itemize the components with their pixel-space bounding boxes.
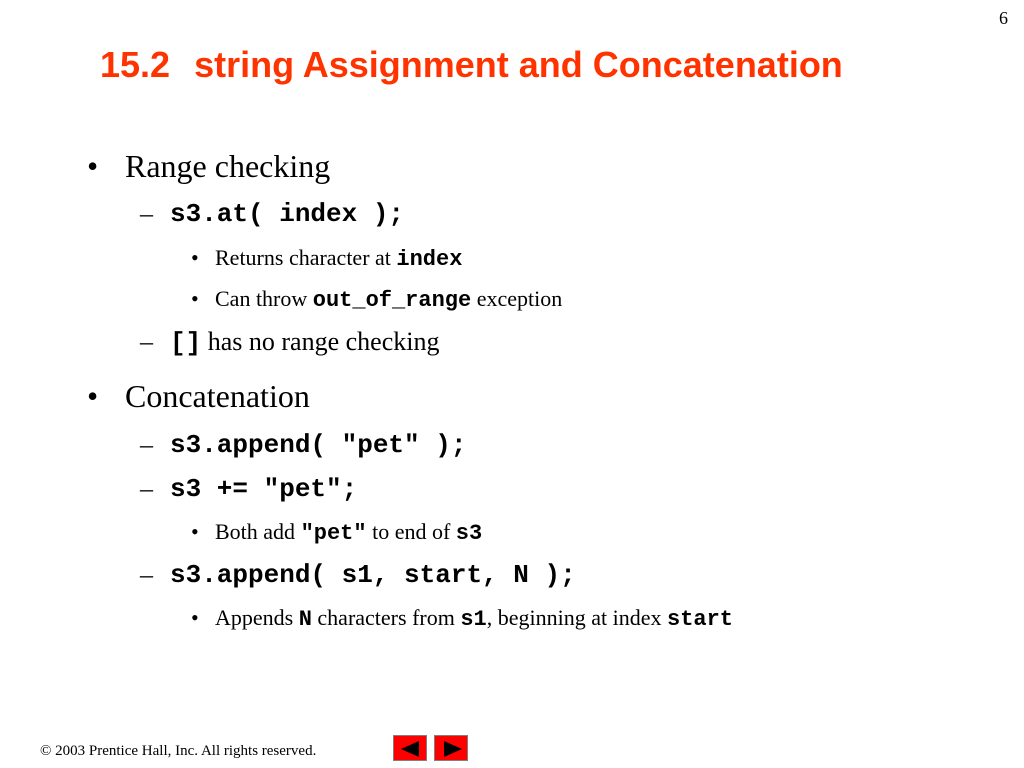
- text-returns: Returns character at: [215, 245, 391, 270]
- code-append-three: s3.append( s1, start, N );: [170, 560, 576, 590]
- code-pet: "pet": [300, 521, 367, 546]
- bullet-marker: •: [191, 519, 199, 544]
- bullet-marker: •: [87, 148, 99, 184]
- code-at-call: s3.at( index );: [170, 199, 405, 229]
- subsubitem-both-add: [191, 519, 483, 546]
- bullet-concatenation: [87, 378, 310, 415]
- bullet-label: Range checking: [125, 148, 331, 184]
- title-text: string Assignment and Concatenation: [194, 44, 843, 85]
- code-s1: s1: [460, 607, 487, 632]
- footer-copyright: © 2003 Prentice Hall, Inc. All rights reserved.: [40, 743, 317, 759]
- subitem-append: [140, 430, 467, 460]
- code-n: N: [298, 607, 312, 632]
- section-number: 15.2: [100, 44, 171, 85]
- bullet-range-checking: [87, 148, 331, 185]
- code-start: start: [667, 607, 734, 632]
- code-index: index: [396, 247, 463, 272]
- slide-title: [100, 44, 843, 86]
- subitem-brackets: [140, 327, 440, 358]
- text-appends: Appends: [215, 605, 294, 630]
- text-throw: Can throw: [215, 286, 308, 311]
- right-triangle-icon: [444, 741, 462, 757]
- dash-marker: –: [140, 430, 153, 459]
- text-to-end-of: to end of: [372, 519, 451, 544]
- text-beginning-at: , beginning at index: [486, 605, 662, 630]
- bullet-marker: •: [191, 286, 199, 311]
- dash-marker: –: [140, 474, 153, 503]
- bullet-marker: •: [87, 378, 99, 414]
- code-s3: s3: [455, 521, 483, 546]
- code-brackets: []: [170, 328, 202, 358]
- left-triangle-icon: [401, 741, 419, 757]
- code-append: s3.append( "pet" );: [170, 430, 467, 460]
- subsubitem-throw: [191, 286, 563, 313]
- code-out-of-range: out_of_range: [312, 288, 472, 313]
- code-plus-equals: s3 += "pet";: [170, 474, 358, 504]
- previous-slide-button[interactable]: [393, 735, 427, 761]
- bullet-label: Concatenation: [125, 378, 310, 414]
- subitem-append-three: [140, 560, 576, 590]
- subsubitem-returns: [191, 245, 463, 272]
- text-characters-from: characters from: [317, 605, 455, 630]
- subitem-plus-equals: [140, 474, 358, 504]
- dash-marker: –: [140, 199, 153, 228]
- dash-marker: –: [140, 327, 153, 356]
- next-slide-button[interactable]: [434, 735, 468, 761]
- bullet-marker: •: [191, 605, 199, 630]
- text-both-add: Both add: [215, 519, 296, 544]
- subitem-at-call: [140, 199, 405, 229]
- subsubitem-appends: [191, 605, 734, 632]
- page-number: 6: [999, 8, 1008, 28]
- bullet-marker: •: [191, 245, 199, 270]
- text-no-range-check: has no range checking: [207, 327, 440, 356]
- text-exception: exception: [476, 286, 563, 311]
- dash-marker: –: [140, 560, 153, 589]
